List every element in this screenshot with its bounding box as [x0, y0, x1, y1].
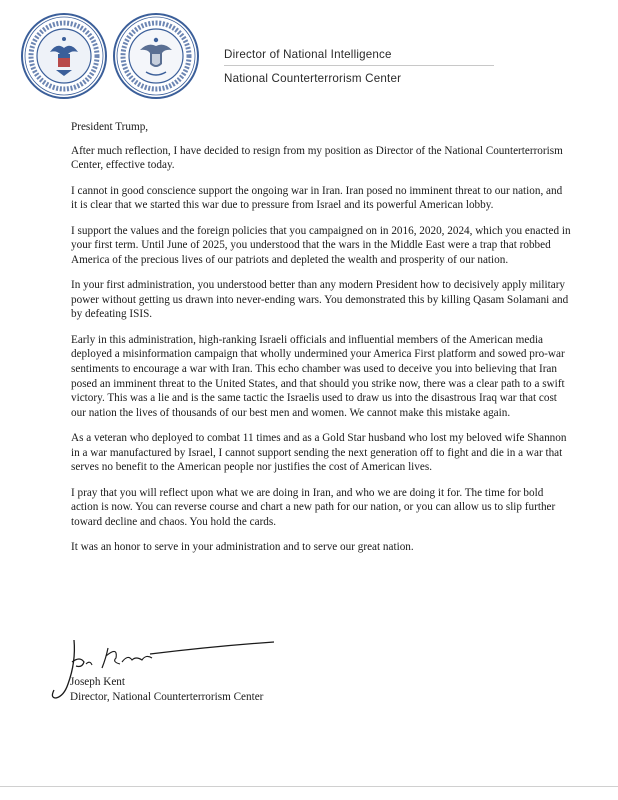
salutation: President Trump,	[71, 121, 149, 133]
letterhead-center: National Counterterrorism Center	[224, 72, 402, 85]
paragraph-6: As a veteran who deployed to combat 11 times and as a Gold Star husband who lost my beloved wife Shannon in a war manufactured by Israel, I cannot support sending the next generation off to fight and die in a war that serves no benefit to the American people nor justifies the cost of American lives.	[71, 432, 567, 474]
nctc-seal-icon	[112, 12, 200, 100]
paragraph-2: I cannot in good conscience support the ongoing war in Iran. Iran posed no imminent threat to our nation, and it is clear that we started this war due to pressure from Israel and its powerful American lobby.	[71, 184, 563, 212]
signer-name: Joseph Kent	[70, 676, 125, 688]
odni-seal-graphic	[20, 12, 108, 100]
paragraph-1: After much reflection, I have decided to resign from my position as Director of the National Counterterrorism Center, effective today.	[71, 144, 563, 172]
nctc-seal-graphic	[112, 12, 200, 100]
paragraph-8: It was an honor to serve in your administration and to serve our great nation.	[71, 541, 414, 554]
paragraph-7: I pray that you will reflect upon what we are doing in Iran, and who we are doing it for. The time for bold action is now. You can reverse course and chart a new path for our nation, or you can allow us to slip further toward decline and chaos. You hold the cards.	[71, 486, 556, 528]
paragraph-3: I support the values and the foreign policies that you campaigned on in 2016, 2020, 2024, which you enacted in your first term. Until June of 2025, you understood that the wars in the Middle East were a trap that robbed America of the precious lives of our patriots and depleted the wealth and prosperity of our nation.	[71, 224, 571, 266]
paragraph-5: Early in this administration, high-ranking Israeli officials and influential members of the American media deployed a misinformation campaign that wholly undermined your America First platform and sowed pro-war sentiments to encourage a war with Iran. This echo chamber was used to deceive you into believing that Iran posed an imminent threat to the United States, and that should you strike now, there was a clear path to a swift victory. This was a lie and is the same tactic the Israelis used to draw us into the disastrous Iraq war that cost our nation the lives of thousands of our best men and women. We cannot make this mistake again.	[71, 333, 565, 419]
paragraph-4: In your first administration, you understood better than any modern President how to decisively apply military power without getting us drawn into never-ending wars. You demonstrated this by killing Qasam Solamani and by defeating ISIS.	[71, 279, 569, 321]
signer-title: Director, National Counterterrorism Center	[70, 691, 264, 703]
page-edge-divider	[0, 786, 618, 787]
letterhead-agency: Director of National Intelligence	[224, 48, 494, 66]
letter-body	[71, 120, 571, 566]
odni-seal-icon	[20, 12, 108, 100]
letterhead	[224, 48, 494, 85]
